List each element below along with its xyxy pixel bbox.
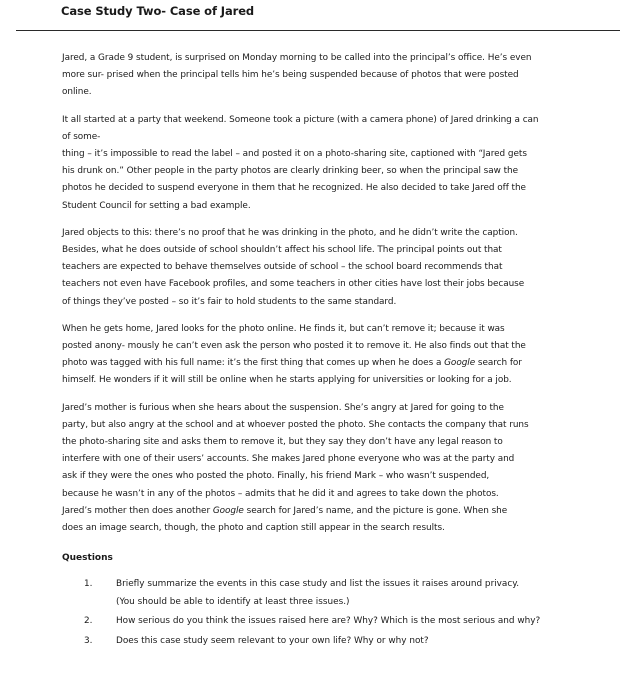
text-line	[62, 451, 568, 468]
text-segment: photos he decided to suspend everyone in them that he recognized. He also decided to take Jared off the	[62, 183, 526, 194]
text-line	[62, 276, 568, 293]
text-segment: his drunk on.” Other people in the party photos are clearly drinking beer, so when the principal saw the	[62, 166, 519, 177]
text-segment: of things they’ve posted – so it’s fair to hold students to the same standard.	[62, 296, 397, 307]
paragraph	[62, 225, 568, 311]
text-line	[62, 225, 568, 242]
text-segment: thing – it’s impossible to read the label – and posted it on a photo-sharing site, captioned with “Jared gets	[62, 149, 527, 160]
question-number: 2.	[84, 616, 93, 626]
paragraph	[62, 400, 568, 538]
question-text	[116, 633, 572, 651]
text-line	[62, 112, 568, 129]
question-number: 1.	[84, 579, 93, 589]
question-text	[116, 613, 572, 631]
text-line	[62, 338, 568, 355]
text-segment: the photo-sharing site and asks them to remove it, but they say they don’t have any legal reason to	[62, 437, 503, 448]
question-text	[116, 576, 572, 611]
question-text-line: Does this case study seem relevant to your own life? Why or why not?	[116, 635, 429, 646]
text-line	[62, 259, 568, 276]
text-line	[62, 294, 568, 311]
text-segment: Student Council for setting a bad example.	[62, 200, 251, 211]
text-segment: online.	[62, 87, 92, 98]
question-text-line: (You should be able to identify at least three issues.)	[116, 596, 350, 607]
text-segment: Jared’s mother then does another	[62, 505, 213, 516]
text-segment: photo was tagged with his full name: it’s the first thing that comes up when he does a	[62, 358, 445, 369]
text-segment: It all started at a party that weekend. Someone took a picture (with a camera phone) of Jared drinking a can	[62, 114, 539, 125]
text-line	[62, 503, 568, 520]
question-number: 3.	[84, 635, 93, 646]
text-line	[62, 355, 568, 372]
text-line	[62, 468, 568, 485]
text-segment: Jared objects to this: there’s no proof that he was drinking in the photo, and he didn’t write the caption.	[62, 227, 518, 238]
text-line	[62, 67, 568, 84]
text-segment: Besides, what he does outside of school shouldn’t affect his school life. The principal points out that	[62, 245, 502, 256]
text-segment: ask if they were the ones who posted the photo. Finally, his friend Mark – who wasn’t suspended,	[62, 471, 490, 482]
text-segment: because he wasn’t in any of the photos – admits that he did it and agrees to take down the photos.	[62, 488, 499, 499]
text-segment: teachers not even have Facebook profiles, and some teachers in other cities have lost their jobs because	[62, 279, 525, 290]
question-item	[62, 613, 572, 631]
paragraph	[62, 321, 568, 390]
text-line	[62, 417, 568, 434]
paragraph	[62, 112, 568, 215]
text-segment: search for Jared’s name, and the picture is gone. When she	[243, 505, 508, 516]
emphasized-text: Google	[212, 505, 244, 516]
questions-list	[62, 576, 572, 652]
text-segment: When he gets home, Jared looks for the photo online. He finds it, but can’t remove it; because it was	[62, 323, 505, 334]
text-line	[62, 400, 568, 417]
case-study-body	[62, 50, 568, 547]
question-text-line: How serious do you think the issues raised here are? Why? Which is the most serious and why?	[116, 616, 541, 626]
text-segment: teachers are expected to behave themselves outside of school – the school board recommends that	[62, 262, 503, 273]
text-line	[62, 129, 568, 146]
text-segment: himself. He wonders if it will still be online when he starts applying for universities or looking for a job.	[62, 375, 512, 386]
paragraph	[62, 50, 568, 102]
text-line	[62, 50, 568, 67]
text-segment: Jared, a Grade 9 student, is surprised on Monday morning to be called into the principal’s office. He’s even	[62, 53, 532, 63]
text-segment: party, but also angry at the school and at whoever posted the photo. She contacts the company that runs	[62, 419, 529, 430]
text-line	[62, 198, 568, 215]
text-segment: posted anony- mously he can’t even ask the person who posted it to remove it. He also finds out that the	[62, 341, 526, 352]
question-text-line: Briefly summarize the events in this case study and list the issues it raises around privacy.	[116, 579, 520, 589]
text-line	[62, 180, 568, 197]
text-segment: of some-	[62, 131, 101, 142]
text-line	[62, 520, 568, 537]
text-line	[62, 242, 568, 259]
text-line	[62, 434, 568, 451]
text-segment: more sur- prised when the principal tells him he’s being suspended because of photos that were posted	[62, 70, 519, 81]
text-line	[62, 146, 568, 163]
text-segment: search for	[475, 358, 522, 369]
emphasized-text: Google	[444, 358, 476, 369]
text-segment: does an image search, though, the photo and caption still appear in the search results.	[62, 523, 445, 534]
text-line	[62, 372, 568, 389]
text-line	[62, 84, 568, 101]
text-line	[62, 163, 568, 180]
question-item	[62, 576, 572, 611]
text-line	[62, 486, 568, 503]
text-segment: interfere with one of their users’ accounts. She makes Jared phone everyone who was at the party and	[62, 454, 515, 465]
text-segment: Jared’s mother is furious when she hears about the suspension. She’s angry at Jared for going to the	[62, 402, 504, 413]
text-line	[62, 321, 568, 338]
questions-heading: Questions	[62, 553, 113, 563]
document-title: Case Study Two- Case of Jared	[61, 4, 255, 18]
question-item	[62, 633, 572, 651]
title-divider	[16, 30, 620, 31]
